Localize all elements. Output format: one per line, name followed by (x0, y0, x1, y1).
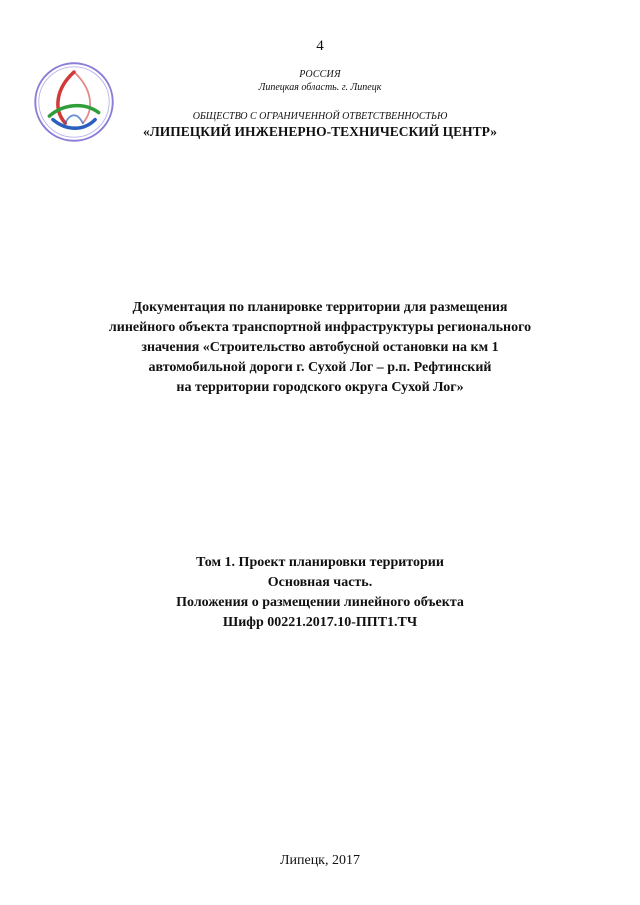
country-label: РОССИЯ (299, 69, 341, 80)
volume-block (60, 553, 580, 633)
title-line: на территории городского округа Сухой Лог» (176, 380, 464, 395)
volume-line: Основная часть. (267, 575, 373, 590)
volume-line: Положения о размещении линейного объекта (176, 595, 464, 610)
volume-line: Том 1. Проект планировки территории (196, 555, 444, 570)
page-number: 4 (316, 38, 324, 54)
organization-name: «ЛИПЕЦКИЙ ИНЖЕНЕРНО-ТЕХНИЧЕСКИЙ ЦЕНТР» (142, 124, 497, 139)
title-line: Документация по планировке территории для размещения (132, 300, 508, 315)
organization-type: ОБЩЕСТВО С ОГРАНИЧЕННОЙ ОТВЕТСТВЕННОСТЬЮ (192, 111, 448, 122)
title-line: значения «Строительство автобусной остановки на км 1 (141, 340, 499, 355)
title-line: линейного объекта транспортной инфраструктуры регионального (108, 320, 532, 335)
volume-code: Шифр 00221.2017.10-ППТ1.ТЧ (222, 615, 418, 630)
document-title (60, 298, 580, 398)
title-line: автомобильной дороги г. Сухой Лог – р.п. Рефтинский (148, 360, 492, 375)
place-and-year: Липецк, 2017 (280, 853, 360, 868)
region-label: Липецкая область. г. Липецк (258, 82, 382, 93)
